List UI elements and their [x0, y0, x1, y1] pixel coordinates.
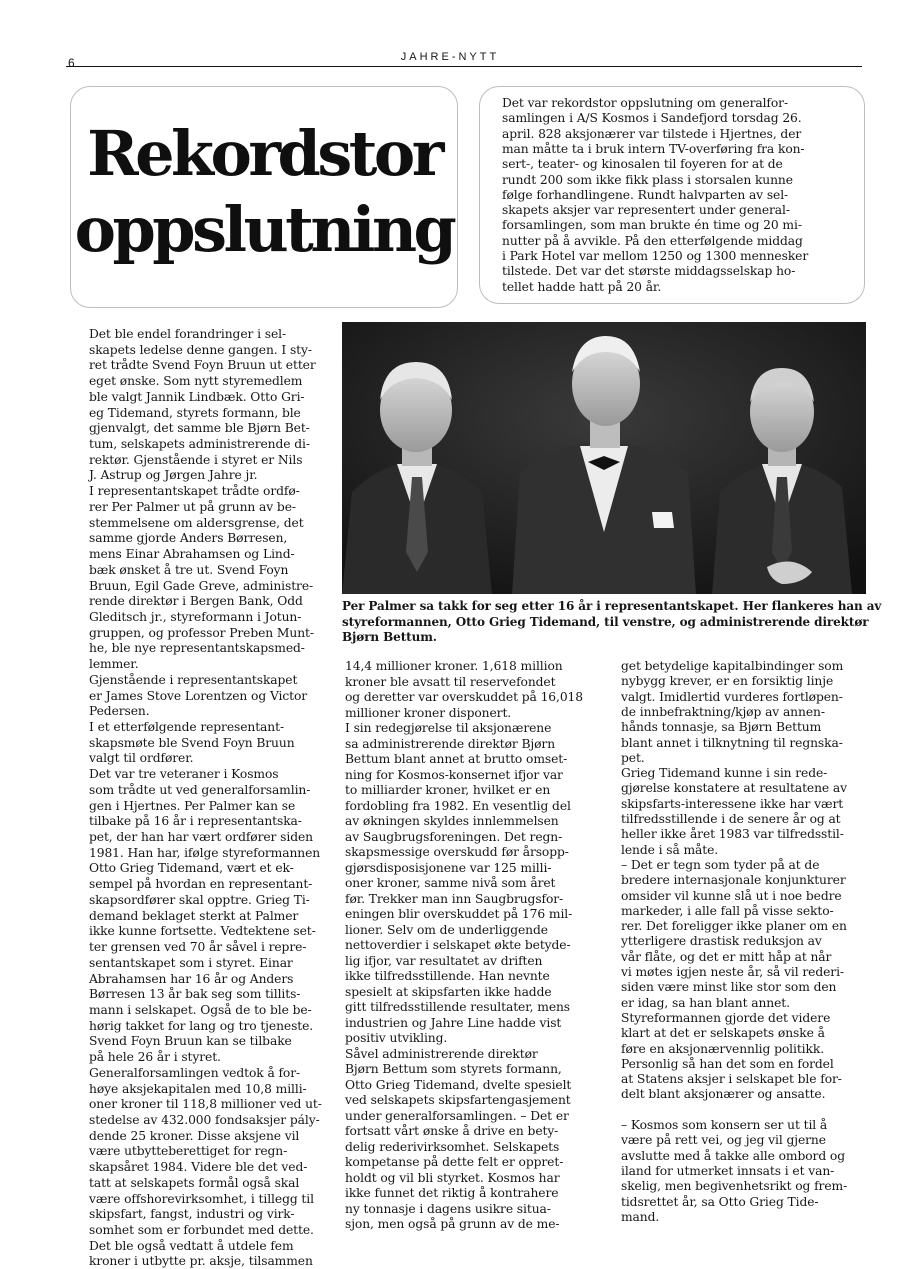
col2-line: kompetanse på dette felt er oppret-: [345, 1155, 564, 1169]
col1-line: gen i Hjertnes. Per Palmer kan se: [89, 798, 296, 813]
col1-line: samme gjorde Anders Børresen,: [89, 531, 288, 546]
col3-line: er idag, sa han blant annet.: [621, 995, 790, 1010]
col3-line: gjørelse konstatere at resultatene av: [621, 781, 847, 796]
col2-line: millioner kroner disponert.: [345, 705, 512, 720]
col1-line: kroner i utbytte pr. aksje, tilsammen: [89, 1254, 313, 1269]
intro-lines-line: man måtte ta i bruk intern TV-overføring fra kon-: [502, 141, 805, 156]
headline-box: [70, 86, 458, 308]
col1-line: mann i selskapet. Også de to ble be-: [89, 1002, 312, 1017]
col2-line: av økningen skyldes innlemmelsen: [345, 814, 559, 828]
col1-line: Børresen 13 år bak seg som tillits-: [89, 987, 301, 1002]
intro-lines-line: samlingen i A/S Kosmos i Sandefjord torsdag 26.: [502, 111, 802, 126]
col3-line: føre en aksjonærvennlig politikk.: [621, 1041, 825, 1056]
col1-line: ret trådte Svend Foyn Bruun ut etter: [89, 358, 316, 373]
col2-line: gjørsdisposisjonene var 125 milli-: [345, 860, 552, 875]
col1-line: være utbytteberettiget for regn-: [89, 1144, 288, 1159]
col1-line: skapets ledelse denne gangen. I sty-: [89, 342, 312, 357]
intro-lines-line: forsamlingen, som man brukte én time og 20 mi-: [502, 218, 802, 233]
col1-line: J. Astrup og Jørgen Jahre jr.: [89, 468, 258, 483]
col1-line: Gjenstående i representantskapet: [89, 672, 298, 687]
col3-line: iland for utmerket innsats i et van-: [621, 1163, 835, 1178]
col3-line: rer. Det foreligger ikke planer om en: [621, 919, 847, 934]
col1-line: Bruun, Egil Gade Greve, administre-: [89, 578, 314, 593]
col3-line: være på rett vei, og jeg vil gjerne: [621, 1133, 826, 1148]
col1-line: Svend Foyn Bruun kan se tilbake: [89, 1034, 292, 1049]
col3-line: de innbefraktning/kjøp av annen-: [621, 704, 825, 719]
col2-line: holdt og vil bli styrket. Kosmos har: [345, 1170, 560, 1185]
col1-line: pet, der han har vært ordfører siden: [89, 830, 313, 845]
col1-line: Det ble også vedtatt å utdele fem: [89, 1238, 294, 1253]
intro-lines-line: sert-, teater- og kinosalen til foyeren for at de: [502, 157, 783, 172]
col1-line: somhet som er forbundet med dette.: [89, 1223, 314, 1238]
group-photo: [342, 322, 866, 594]
col2-line: fortsatt vårt ønske å drive en bety-: [345, 1124, 559, 1138]
col2-line: positiv utvikling.: [345, 1031, 448, 1045]
col1-line: som trådte ut ved generalforsamlin-: [89, 782, 311, 797]
col3-line: tilfredsstillende i de senere år og at: [621, 812, 841, 826]
col2-line: oner kroner, samme nivå som året: [345, 876, 556, 890]
col3-line: Grieg Tidemand kunne i sin rede-: [621, 766, 828, 781]
photo-caption-line: Bjørn Bettum.: [342, 630, 437, 644]
col1-line: ikke kunne fortsette. Vedtektene set-: [89, 924, 316, 939]
intro-lines-line: tilstede. Det var det største middagsselskap ho-: [502, 264, 796, 279]
col1-line: Gleditsch jr., styreformann i Jotun-: [89, 609, 302, 624]
col2-line: ved selskapets skipsfartengasjement: [345, 1093, 571, 1107]
col2-line: Otto Grieg Tidemand, dvelte spesielt: [345, 1077, 572, 1092]
col3-line: delt blant aksjonærer og ansatte.: [621, 1087, 826, 1102]
col1-line: tilbake på 16 år i representantska-: [89, 814, 302, 829]
col2-line: skapsmessige overskudd før årsopp-: [345, 845, 569, 859]
publication-title: JAHRE-NYTT: [400, 51, 500, 63]
intro-lines-line: i Park Hotel var mellom 1250 og 1300 mennesker: [502, 249, 809, 263]
col3-line: skelig, men begivenhetsrikt og frem-: [621, 1179, 848, 1194]
col3-line: get betydelige kapitalbindinger som: [621, 659, 844, 673]
intro-lines-line: rundt 200 som ikke fikk plass i storsalen kunne: [502, 172, 793, 187]
col3-line: nybygg krever, er en forsiktig linje: [621, 674, 834, 689]
col2-line: fordobling fra 1982. En vesentlig del: [345, 798, 571, 813]
photo-image: [342, 322, 866, 594]
col1-line: valgt til ordfører.: [89, 751, 194, 766]
col1-line: Pedersen.: [89, 704, 150, 719]
col1-line: Abrahamsen har 16 år og Anders: [89, 971, 294, 986]
col3-line: pet.: [621, 750, 645, 765]
col1-line: tatt at selskapets formål også skal: [89, 1175, 300, 1190]
col2-line: sjon, men også på grunn av de me-: [345, 1217, 560, 1231]
col1-line: I et etterfølgende representant-: [89, 720, 285, 734]
col1-line: bæk ønsket å tre ut. Svend Foyn: [89, 562, 289, 577]
intro-lines-line: april. 828 aksjonærer var tilstede i Hjertnes, der: [502, 126, 802, 141]
col2-line: eningen blir overskuddet på 176 mil-: [345, 907, 573, 921]
col1-line: I representantskapet trådte ordfø-: [89, 484, 300, 499]
col2-line: under generalforsamlingen. – Det er: [345, 1108, 569, 1123]
col2-line: nettoverdier i selskapet økte betyde-: [345, 938, 571, 952]
col1-line: Det var tre veteraner i Kosmos: [89, 767, 279, 782]
col3-line: Styreformannen gjorde det videre: [621, 1010, 831, 1025]
photo-caption-line: Per Palmer sa takk for seg etter 16 år i representantskapet. Her flankeres han av: [342, 599, 882, 613]
col2-line: industrien og Jahre Line hadde vist: [345, 1015, 562, 1030]
col3-line: tidsrettet år, sa Otto Grieg Tide-: [621, 1194, 819, 1209]
col3-line: ytterligere drastisk reduksjon av: [621, 934, 822, 949]
col3-line: mand.: [621, 1209, 660, 1224]
col3-line: Personlig så han det som en fordel: [621, 1056, 834, 1071]
col1-line: sentantskapet som i styret. Einar: [89, 955, 293, 970]
col1-line: lemmer.: [89, 657, 139, 672]
col1-line: stedelse av 432.000 fondsaksjer pály-: [89, 1113, 320, 1127]
col2-line: gitt tilfredsstillende resultater, mens: [345, 1000, 571, 1014]
col3-line: hånds tonnasje, sa Bjørn Bettum: [621, 720, 822, 735]
col2-line: ny tonnasje i dagens usikre situa-: [345, 1201, 551, 1216]
intro-lines-line: nutter på å avvikle. På den etterfølgende middag: [502, 233, 803, 248]
col2-line: delig rederivirksomhet. Selskapets: [345, 1139, 560, 1154]
col3-line: skipsfarts-interessene ikke har vært: [621, 796, 844, 811]
col1-line: mens Einar Abrahamsen og Lind-: [89, 547, 295, 562]
col1-line: he, ble nye representantskapsmed-: [89, 641, 305, 656]
col3-line: klart at det er selskapets ønske å: [621, 1026, 825, 1041]
intro-lines-line: Det var rekordstor oppslutning om generalfor-: [502, 96, 789, 110]
headline-line-1: Rekordstor: [87, 117, 441, 190]
col1-line: ter grensen ved 70 år såvel i repre-: [89, 940, 307, 955]
intro-lines-line: følge forhandlingene. Rundt halvparten av sel-: [502, 187, 789, 202]
col2-line: I sin redegjørelse til aksjonærene: [345, 721, 552, 735]
col1-line: sempel på hvordan en representant-: [89, 877, 313, 892]
col3-line: avslutte med å takke alle ombord og: [621, 1148, 845, 1163]
col3-line: at Statens aksjer i selskapet ble for-: [621, 1072, 842, 1087]
col1-line: oner kroner til 118,8 millioner ved ut-: [89, 1097, 322, 1112]
col1-line: gruppen, og professor Preben Munt-: [89, 625, 314, 640]
intro-lines-line: tellet hadde hatt på 20 år.: [502, 279, 662, 294]
col1-line: stemmelsene om aldersgrense, det: [89, 515, 304, 530]
col2-line: av Saugbrugsforeningen. Det regn-: [345, 829, 563, 844]
col3-line: – Kosmos som konsern ser ut til å: [621, 1118, 828, 1132]
col2-line: sa administrerende direktør Bjørn: [345, 736, 556, 751]
col1-line: Generalforsamlingen vedtok å for-: [89, 1065, 301, 1080]
col3-line: heller ikke året 1983 var tilfredsstil-: [621, 827, 844, 842]
col2-line: ning for Kosmos-konsernet ifjor var: [345, 767, 563, 782]
col1-line: demand beklaget sterkt at Palmer: [89, 908, 299, 923]
col2-line: Såvel administrerende direktør: [345, 1046, 538, 1061]
headline-line-2: oppslutning: [74, 193, 454, 266]
col3-line: bredere internasjonale konjunkturer: [621, 873, 846, 888]
col3-line: lende i så måte.: [621, 842, 719, 857]
col3-line: siden være minst like stor som den: [621, 980, 837, 995]
col1-line: eget ønske. Som nytt styremedlem: [89, 374, 303, 389]
col2-line: lioner. Selv om de underliggende: [345, 922, 548, 937]
col3-line: omsider vil kunne slå ut i noe bedre: [621, 888, 842, 903]
col1-line: rende direktør i Bergen Bank, Odd: [89, 594, 303, 609]
header-rule: [66, 66, 862, 67]
page-number: 6: [68, 56, 75, 70]
col1-line: 1981. Han har, ifølge styreformannen: [89, 845, 321, 860]
col3-line: vår flåte, og det er mitt håp at når: [621, 949, 832, 964]
col1-line: dende 25 kroner. Disse aksjene vil: [89, 1128, 300, 1143]
col3-line: valgt. Imidlertid vurderes fortløpen-: [621, 689, 843, 704]
col2-line: Bjørn Bettum som styrets formann,: [345, 1062, 562, 1076]
col2-line: lig ifjor, var resultatet av driften: [345, 953, 543, 968]
col1-line: rer Per Palmer ut på grunn av be-: [89, 499, 296, 514]
col1-line: gjenvalgt, det samme ble Bjørn Bet-: [89, 421, 310, 436]
col3-line: vi møtes igjen neste år, så vil rederi-: [621, 965, 844, 979]
col1-line: tum, selskapets administrerende di-: [89, 437, 310, 452]
col1-line: skipsfart, fangst, industri og virk-: [89, 1207, 295, 1222]
col2-line: Bettum blant annet at brutto omset-: [345, 752, 568, 766]
col1-line: på hele 26 år i styret.: [89, 1050, 221, 1065]
photo-caption-line: styreformannen, Otto Grieg Tidemand, til venstre, og administrerende direktør: [342, 614, 869, 629]
col1-line: rektør. Gjenstående i styret er Nils: [89, 452, 303, 467]
intro-lines-line: skapets aksjer var representert under general-: [502, 203, 790, 218]
col3-line: markeder, i alle fall på visse sekto-: [621, 903, 834, 918]
col2-line: og deretter var overskuddet på 16,018: [345, 690, 583, 704]
col1-line: skapsåret 1984. Videre ble det ved-: [89, 1160, 308, 1175]
col2-line: to milliarder kroner, hvilket er en: [345, 783, 551, 797]
col1-line: hørig takket for lang og tro tjeneste.: [89, 1018, 314, 1033]
col3-line: blant annet i tilknytning til regnska-: [621, 735, 843, 750]
col1-line: Det ble endel forandringer i sel-: [89, 327, 287, 341]
col1-line: skapsordfører skal opptre. Grieg Ti-: [89, 892, 310, 907]
col1-line: høye aksjekapitalen med 10,8 milli-: [89, 1081, 307, 1096]
col2-line: ikke tilfredsstillende. Han nevnte: [345, 969, 550, 983]
col3-line: – Det er tegn som tyder på at de: [621, 857, 820, 872]
col1-line: skapsmøte ble Svend Foyn Bruun: [89, 735, 295, 750]
col2-line: kroner ble avsatt til reservefondet: [345, 674, 556, 689]
col2-line: 14,4 millioner kroner. 1,618 million: [345, 659, 563, 673]
col1-line: Otto Grieg Tidemand, vært et ek-: [89, 861, 294, 876]
intro-box: [479, 86, 865, 304]
col2-line: ikke funnet det riktig å kontrahere: [345, 1186, 559, 1200]
col1-line: ble valgt Jannik Lindbæk. Otto Gri-: [89, 389, 305, 404]
col2-line: før. Trekker man inn Saugbrugsfor-: [345, 891, 564, 906]
col1-line: er James Stove Lorentzen og Victor: [89, 688, 308, 703]
col2-line: spesielt at skipsfarten ikke hadde: [345, 984, 552, 999]
col1-line: eg Tidemand, styrets formann, ble: [89, 405, 301, 420]
col1-line: være offshorevirksomhet, i tillegg til: [89, 1191, 314, 1206]
